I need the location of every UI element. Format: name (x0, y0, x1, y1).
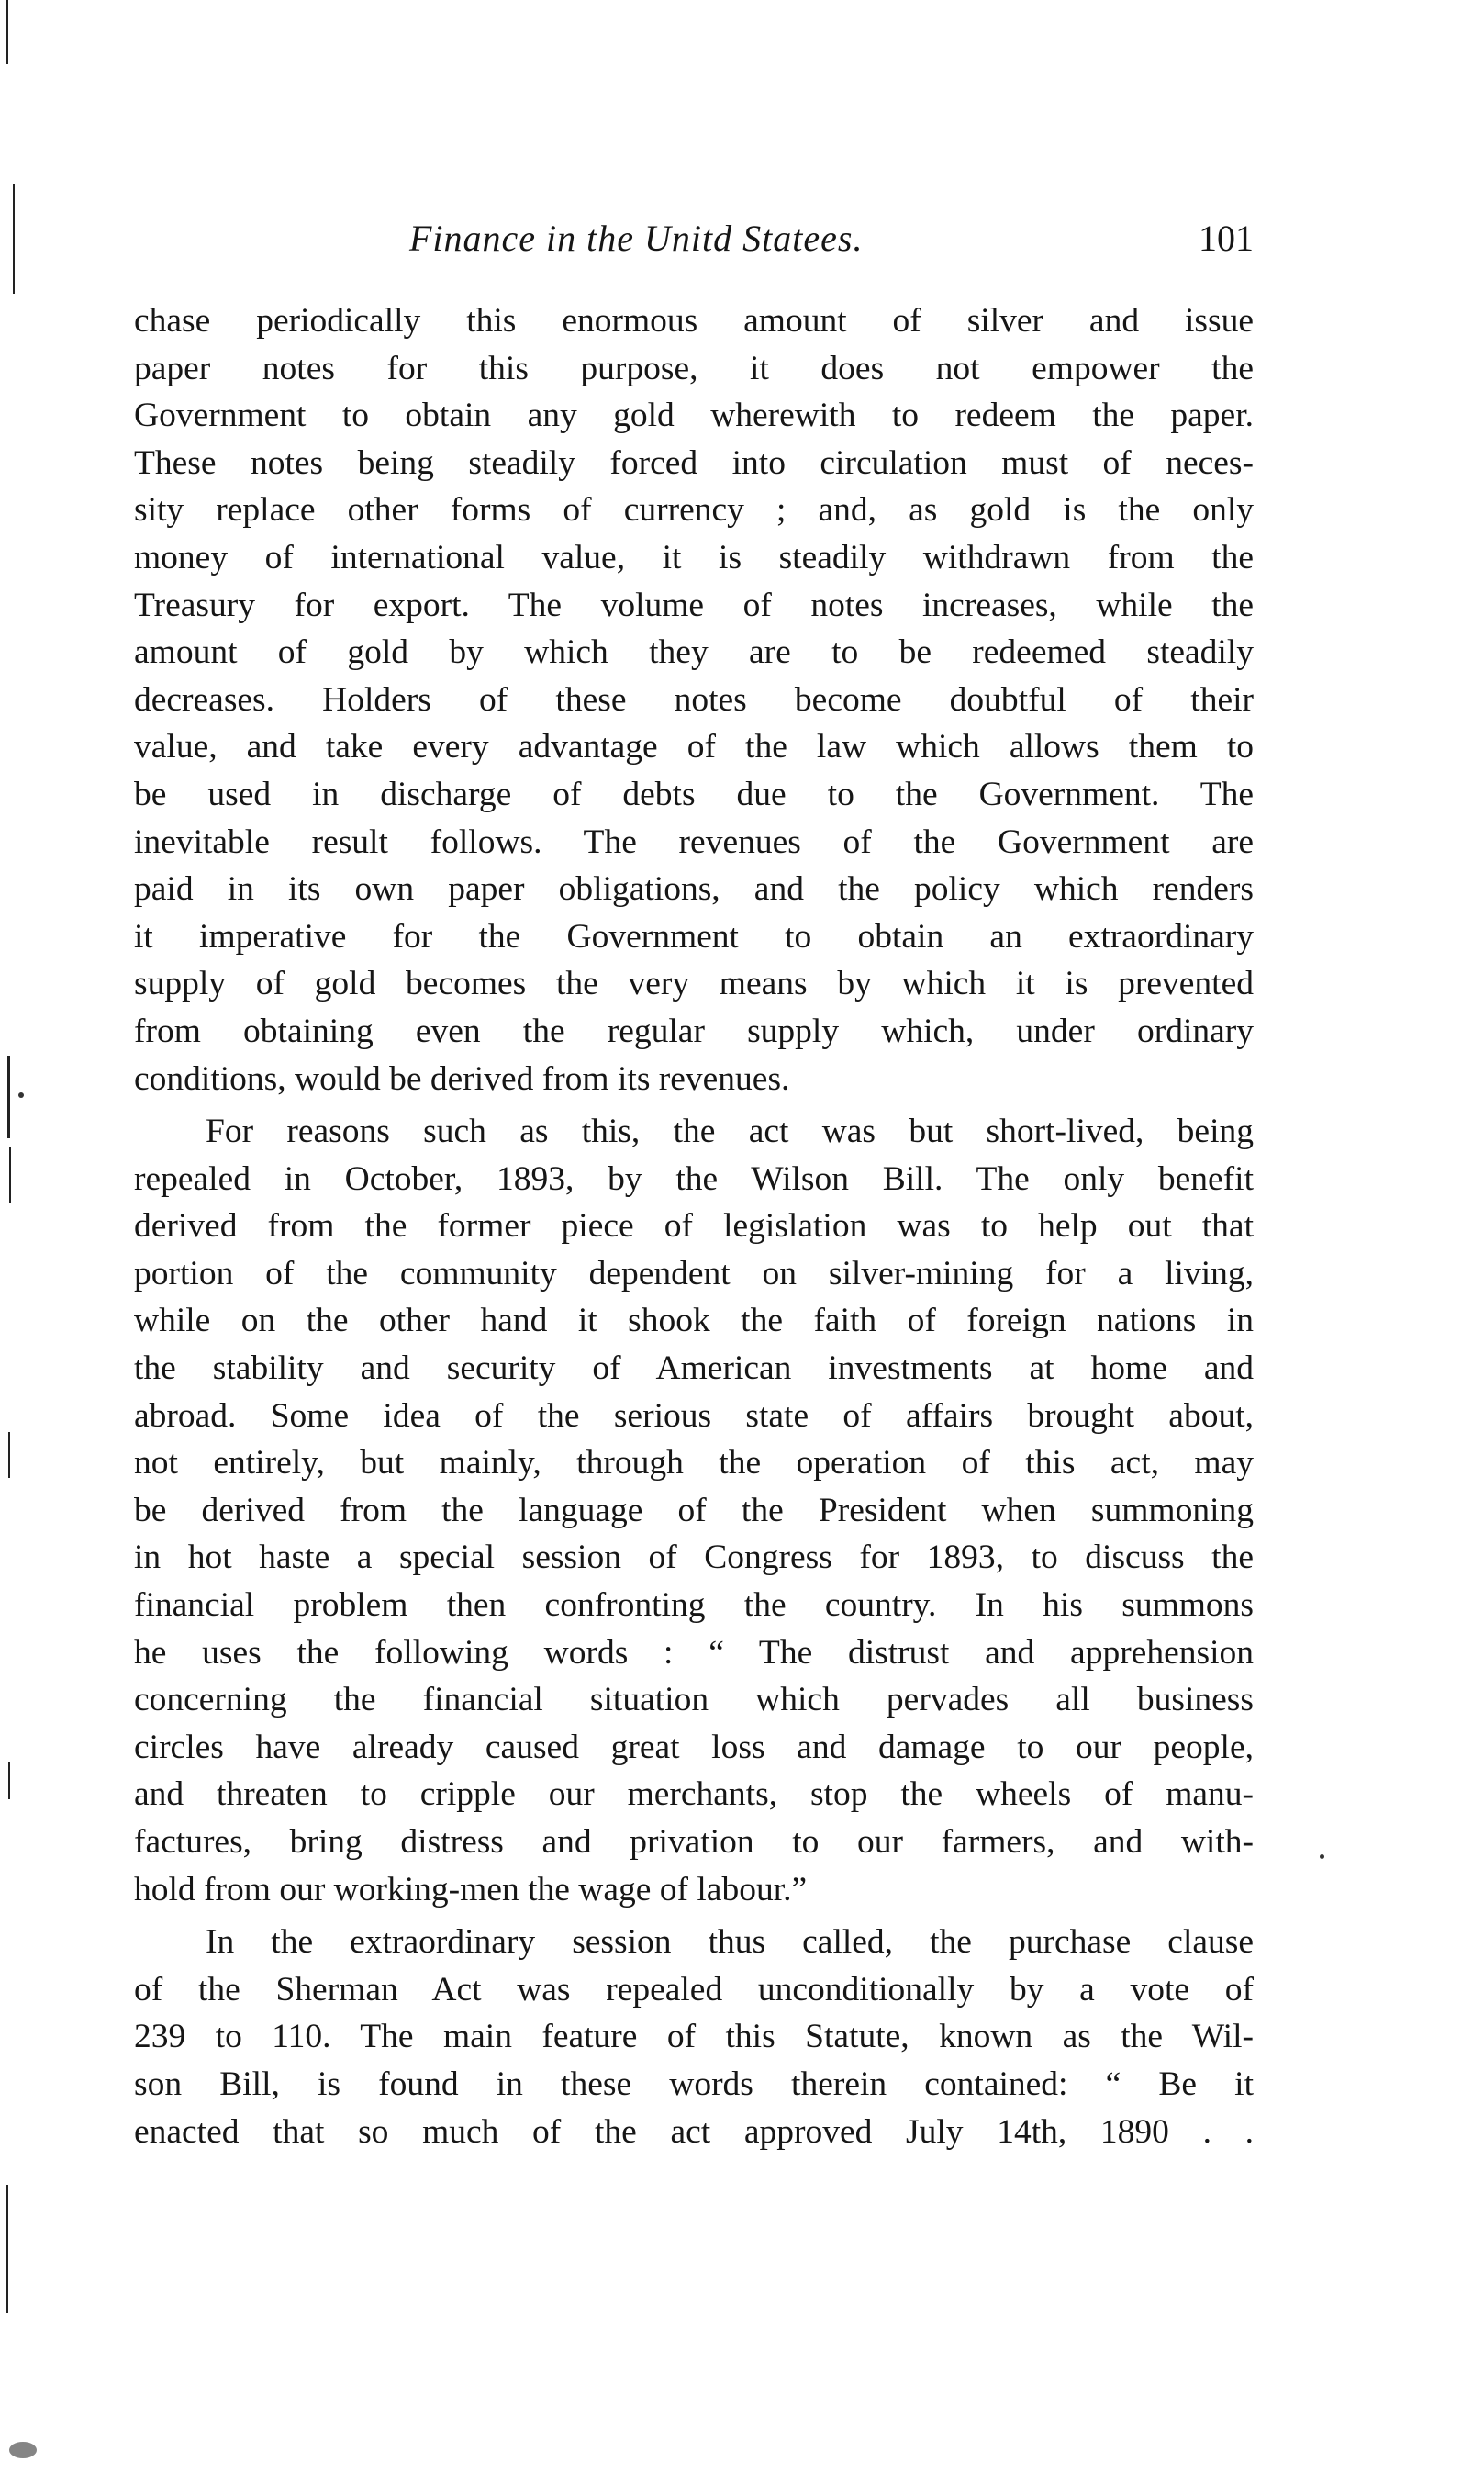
scan-speck (18, 1092, 24, 1098)
text-line: portion of the community dependent on silver-mining for a living, (134, 1254, 1254, 1292)
scan-speck (1320, 1854, 1324, 1859)
text-line: from obtaining even the regular supply which, under ordinary (134, 1012, 1254, 1050)
text-line: the stability and security of American investments at home and (134, 1349, 1254, 1388)
left-margin-scan-line (8, 1432, 10, 1478)
text-line: it imperative for the Government to obtain an extraordinary (134, 917, 1254, 956)
text-line: not entirely, but mainly, through the operation of this act, may (134, 1444, 1254, 1483)
text-line: supply of gold becomes the very means by which it is prevented (134, 965, 1254, 1003)
text-line: These notes being steadily forced into circulation must of neces- (134, 443, 1254, 482)
page-number: 101 (1199, 218, 1254, 259)
text-line: amount of gold by which they are to be redeemed steadily (134, 633, 1254, 672)
text-line: 239 to 110. The main feature of this Statute, known as the Wil- (134, 2018, 1254, 2056)
text-line: In the extraordinary session thus called, the purchase clause (206, 1923, 1254, 1962)
text-line: repealed in October, 1893, by the Wilson Bill. The only benefit (134, 1159, 1254, 1198)
paragraph (134, 1108, 1254, 1913)
text-line: conditions, would be derived from its revenues. (134, 1059, 790, 1098)
text-line: money of international value, it is steadily withdrawn from the (134, 538, 1254, 576)
body-text (134, 297, 1254, 2155)
left-margin-scan-line (8, 1762, 10, 1799)
text-line: Government to obtain any gold wherewith to redeem the paper. (134, 397, 1254, 435)
text-line: he uses the following words : “ The distrust and apprehension (134, 1633, 1254, 1672)
text-line: inevitable result follows. The revenues of the Government are (134, 822, 1254, 861)
text-line: abroad. Some idea of the serious state of affairs brought about, (134, 1396, 1254, 1435)
running-title: Finance in the Unitd Statees. (409, 218, 864, 259)
text-line: decreases. Holders of these notes become doubtful of their (134, 680, 1254, 719)
scan-speck (9, 2442, 37, 2458)
text-line: be used in discharge of debts due to the Government. The (134, 775, 1254, 813)
left-margin-scan-line (7, 1056, 10, 1138)
text-line: derived from the former piece of legislation was to help out that (134, 1207, 1254, 1246)
left-margin-scan-line (6, 2185, 8, 2313)
text-line: sity replace other forms of currency ; and, as gold is the only (134, 491, 1254, 530)
text-line: son Bill, is found in these words therein contained: “ Be it (134, 2065, 1254, 2103)
text-line: of the Sherman Act was repealed unconditionally by a vote of (134, 1970, 1254, 2009)
text-line: hold from our working-men the wage of labour.” (134, 1870, 808, 1908)
text-line: paper notes for this purpose, it does not empower the (134, 349, 1254, 387)
text-line: chase periodically this enormous amount of silver and issue (134, 302, 1254, 340)
text-line: concerning the financial situation which pervades all business (134, 1681, 1254, 1719)
left-margin-scan-line (6, 0, 8, 64)
text-line: in hot haste a special session of Congress for 1893, to discuss the (134, 1539, 1254, 1577)
left-margin-scan-line (13, 184, 15, 294)
text-line: financial problem then confronting the country. In his summons (134, 1586, 1254, 1625)
text-line: enacted that so much of the act approved July 14th, 1890 . . (134, 2112, 1254, 2151)
text-line: circles have already caused great loss and damage to our people, (134, 1728, 1254, 1766)
text-line: For reasons such as this, the act was but short-lived, being (206, 1113, 1254, 1151)
left-margin-scan-line (9, 1147, 11, 1203)
paragraph (134, 1919, 1254, 2155)
text-line: and threaten to cripple our merchants, stop the wheels of manu- (134, 1775, 1254, 1814)
text-line: paid in its own paper obligations, and the policy which renders (134, 870, 1254, 909)
running-header (134, 217, 1254, 272)
text-line: value, and take every advantage of the law which allows them to (134, 728, 1254, 767)
text-line: be derived from the language of the President when summoning (134, 1491, 1254, 1529)
paragraph (134, 297, 1254, 1102)
text-line: while on the other hand it shook the faith of foreign nations in (134, 1302, 1254, 1340)
text-line: factures, bring distress and privation to our farmers, and with- (134, 1823, 1254, 1861)
text-line: Treasury for export. The volume of notes increases, while the (134, 586, 1254, 624)
